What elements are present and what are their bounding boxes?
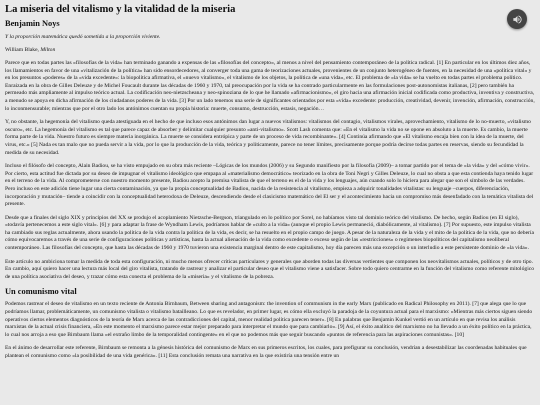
epigraph: Y la proporción matemática quedó sometida a la proporción viviente. [5,34,161,40]
article-author: Benjamin Noys [5,19,60,28]
article-title: La miseria del vitalismo y la vitalidad de la miseria [5,4,236,15]
paragraph: Parece que en todas partes las «filosofías de la vida» han terminado ganando a expensas de las «filosofías del concepto», al menos a nivel del pensamiento contemporáneo de la política radical. [1] En particular en los últimos diez años, los llamamientos en favor de una «vitalización de la política» han sido ensordecedores, al converger toda una gama de teorizaciones actuales, provenientes de un conjunto heterogéneo de fuentes, en la necesidad de una «política vital» y en los presuntos «poderes» de la «vida excedente»: la biopolítica afirmativa, el «nuevo vitalismo», el vitalismo de los objetos, la política de «una vida», etc. El problema de «la vida» se ha vuelto en todas partes el problema político. Enraizada en la obra de Gilles Deleuze y de Michel Foucault durante las décadas de 1960 y 1970, tal preocupación por la vida se ha contrado particularmente en las formulaciones post-autonomistas italianas, [2] pero también ha permeado más ampliamente al impulso teórico actual. La codificación neo-nietzscheana y neo-spinoziana de lo que he llamado «afirmacionismo», el giro hacia una afirmación inicial codificada como productiva, inventiva y constructiva, a menudo se apoya en dicha afirmación de los ciudadanos poderes de la vida. [3] Por un lado tenemos una serie de significantes orientados por esta «vida» excedente: producción, creatividad, devenir, invención, afirmación, construcción, lo inconmensurable; mientras que por el otro lado los antónimos cuentan su propia historia: muerte, consumo, destrucción, estasis, negación… [5,60,535,112]
epigraph-attribution [5,47,536,54]
section-heading: Un comunismo vital [5,287,77,297]
attribution-work: Milton [40,47,56,53]
paragraph: Podemos rastrear el deseo de vitalismo en un texto reciente de Antonia Birnbaum, Between sharing and antagonism: the invention of communism in the early Marx (publicado en Radical Philosophy en 2011). [7] que alega que lo que podríamos llamar, problemáticamente, un comunismo vitalista o vitalismo batailleano. Lo que es revelador, en primer lugar, es cómo ella excluyó la paradoja de la coyuntura actual para el marxismo: «Mientras más ciertos siguen siendo operativos ciertos elementos diagnósticos de la teoría de Marx acerca de las contradicciones del capital, menor realidad política parecen tener». [8] En palabras que Benjamin Kunkel vertió en un artículo en que revisa los análisis marxistas de la actual crisis financiera, «En este momento el marxismo parece estar mejor preparado para interpretar el mundo que para cambiarlo». [9] Así, el éxito analítico del marxismo no ha llevado a un éxito político en la práctica, lo cual nos arroja a eso que Birnbaum llama «el extraño limbo de la temporalidad contingente» en el que no podemos más que seguir buscando «puntos de referencia para las aspiraciones comunistas». [10] [5,301,533,338]
paragraph: Este artículo no ambiciona tomar la medida de toda esta configuración, ni mucho menos ofrecer críticas particulares y generales que aborden todas las diversas vertientes que componen los neovitalismos actuales, políticos y de otro tipo. En cambio, aquí quiero hacer una lectura más local del giro vitalista, tratando de rastrear y analizar el particular deseo que el vitalismo viene a satisfacer. Sobre todo quiero centrarme en la función del vitalismo como referente mitológico de una política asociativa del deseo, y trazar cómo esta conecta el problema de la «miseria» y el vitalismo de la pobreza. [5,258,535,280]
paragraph: Desde que a finales del siglo XIX y principios del XX se produjo el acoplamiento Nietzsche-Bergson, triangulado en lo político por Sorel, no habíamos visto tal dominio teórico del vitalismo. De hecho, según Badiou (en El siglo), «todavía pertenecemos a este siglo vital». [6] y para adaptar la frase de Wyndham Lewis, podríamos hablar de «culto a la vida» (aunque el propio Lewis permaneció, diabólicamente, al vitalismo). [7] Por supuesto, este impulso vitalista ha cambiado sus reglas actualmente, ahora usando la política de la vida contra la política de la vida, es decir, se ha resuelto en el propio campo de juego. A pesar de la naturaleza de la vida y el mito de la política de la vida, que no debería cómo equivocaremos a través de una serie de configuraciones políticas y artísticas, hasta la actual alienación de la vida como excedente o exceso según de las «restricciones» o regímenes biopolíticos del capitalismo neoliberal contemporáneo. Las filosofías del concepto, que hasta las décadas de 1960 y 1970 tuvieron una existencia marginal dentro de este capitalismo, hoy día parecen más una excepción o un interludio a este persistente dominio de «la vida». [5,214,534,252]
speaker-icon [512,14,523,25]
audio-play-button[interactable] [507,9,527,29]
attribution-name: William Blake, [5,47,39,53]
paragraph: Incluso el filósofo del concepto, Alain Badiou, se ha visto empujado en su obra más reciente –Lógicas de los mundos (2006) y su Segundo manifiesto por la filosofía (2009)– a tomar partido por el tema de «la vida» y del «cómo vivir». Por cierto, esta actitud fue dictada por su deseo de impugnar el vitalismo ideológico que empapa al «materialismo democrático» teorizado en la obra de Toni Negri y Gilles Deleuze, lo cual no obsta a que esta contienda haya tenido lugar en el terreno de la vida. Al comprometerse con nuestro momento presente, Badiou acepto la premisa vitalista de que el terreno es el de la vida y los lenguajes, aún cuando solo lo hiciera para alegar que son el símbolo de las verdades. Pero incluso en este adición tiene lugar una cierta contaminación, ya que la propia conceptualidad de Badiou, nacida de la resistencia al vitalismo, empieza a adquirir tonalidades vitalistas: su lenguaje –cuerpos, diferenciación, incorporación y mutación– tiende a coincidir con la conceptualidad heterodoxa de Deleuze, descendiendo desde el clasicismo matemático del El ser y el acontecimiento hacia un compromiso más desenfadado con la temática vitalista del presente. [5,163,534,208]
paragraph: Y, no obstante, la hegemonía del vitalismo queda atestiguada en el hecho de que incluso esos antónimos dan lugar a nuevos vitalismos: vitalismos del contagio, vitalismos virales, aprovechamiento, vitalismo de lo no-muerto, «vitalismo oscuro», etc. La hegemonía del vitalismo es tal que parece capaz de absorber y delimitar cualquier presunto «anti-vitalismo». Scott Lash comenta que: «En el vitalismo la vida no se opone en absoluto a la muerte. Es cambio, la muerte forma parte de la vida. Nuestro futuro es siempre materia inorgánica. La muerte se considera entrópica y parte de un proceso de vida recombinante». [4] Continúa afirmando que «El vitalismo encaja bien con la idea de la muerte, del virus, etc.» [5] Nada es tan malo que no pueda servir a la vida, por lo que la producción de la vida, teórica y políticamente, parece no tener límites, precisamente porque podría decirse todas partes en reservas, siendo su fecundidad la medida de su necesidad. [5,119,531,156]
paragraph: En el ánimo de desarrollar este referente, Birnbaum se remonta a la génesis histórica del comunismo de Marx en sus primeros escritos, los cuales, para prefigurar su conclusión, vendrían a desestabilizar las coordenadas habituales que plantean el comunismo como «la posibilidad de una vida genérica». [11] Esta conclusión remata una narrativa en la que existiría una tensión entre un [5,345,527,359]
